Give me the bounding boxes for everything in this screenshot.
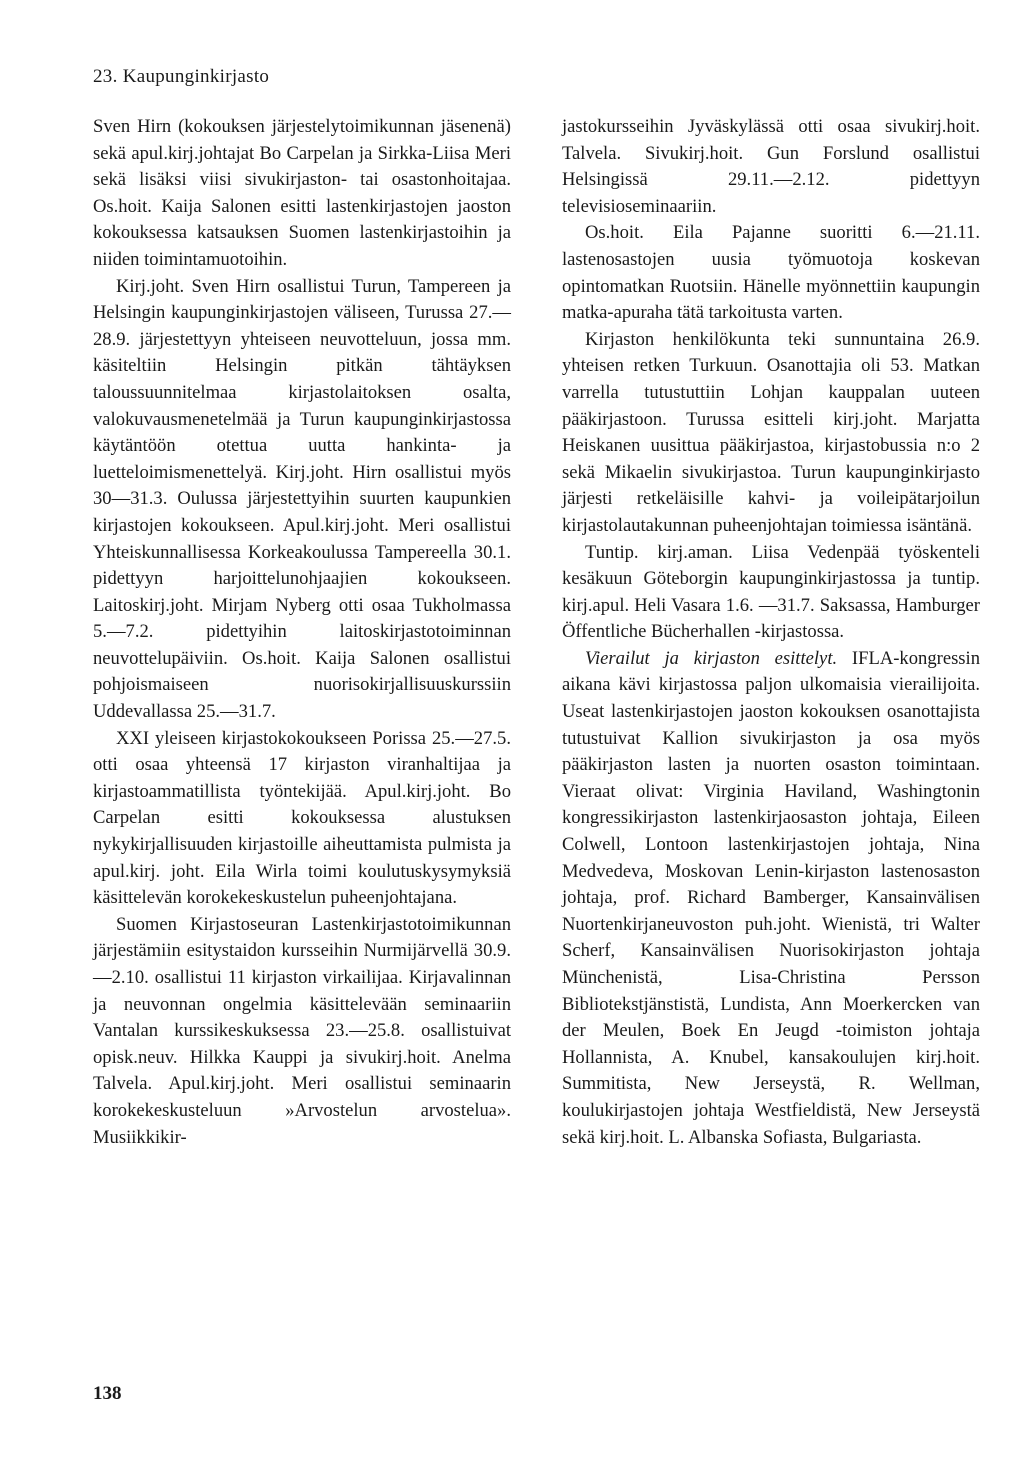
right-paragraph-1: jastokursseihin Jyväskylässä otti osaa sivukirj.hoit. Talvela. Sivukirj.hoit. Gun Forslund osallistui Helsingissä 29.11.—2.12. pidettyyn televisioseminaariin.: [562, 116, 980, 217]
left-paragraph-3: XXI yleiseen kirjastokokoukseen Porissa 25.—27.5. otti osaa yhteensä 17 kirjaston viranhaltijaa ja kirjastoammatillista työntekijää. Apul.kirj.joht. Bo Carpelan esitti kokouksessa alustuksen nykykirjallisuuden kirjastoille aiheuttamista pulmista ja apul.kirj. joht. Eila Wirla toimi koulutuskysymyksiä käsittelevän korokekeskustelun puheenjohtajana.: [93, 727, 511, 909]
section-lead-visits: Vierailut ja kirjaston esittelyt.: [585, 647, 838, 669]
page-number: 138: [93, 1383, 122, 1404]
left-paragraph-2: Kirj.joht. Sven Hirn osallistui Turun, Tampereen ja Helsingin kaupunginkirjastojen väliseen, Turussa 27.—28.9. järjestettyyn yhteiseen neuvotteluun, jossa mm. käsiteltiin Helsingin pitkän tähtäyksen taloussuunnitelmaa kirjastolaitoksen osalta, valokuvausmenetelmää ja Turun kaupunginkirjastossa käytäntöön otettua uutta hankinta- ja luetteloimismenettelyä. Kirj.joht. Hirn osallistui myös 30—31.3. Oulussa järjestettyihin suurten kaupunkien kirjastojen kokoukseen. Apul.kirj.joht. Meri osallistui Yhteiskunnallisessa Korkeakoulussa Tampereella 30.1. pidettyyn harjoittelunohjaajien kokoukseen. Laitoskirj.joht. Mirjam Nyberg otti osaa Tukholmassa 5.—7.2. pidettyihin laitoskirjastotoiminnan neuvottelupäiviin. Os.hoit. Kaija Salonen osallistui pohjoismaiseen nuorisokirjallisuuskurssiin Uddevallassa 25.—31.7.: [93, 275, 511, 723]
left-paragraph-1: Sven Hirn (kokouksen järjestelytoimikunnan jäsenenä) sekä apul.kirj.johtajat Bo Carpelan ja Sirkka-Liisa Meri sekä lisäksi viisi sivukirjaston- tai osastonhoitajaa. Os.hoit. Kaija Salonen esitti lastenkirjastojen jaoston kokouksessa katsauksen Suomen lastenkirjastoihin ja niiden toimintamuotoihin.: [93, 116, 511, 270]
right-paragraph-4: Tuntip. kirj.aman. Liisa Vedenpää työskenteli kesäkuun Göteborgin kaupunginkirjastossa ja tuntip. kirj.apul. Heli Vasara 1.6. —31.7. Saksassa, Hamburger Öffentliche Bücherhallen -kirjastossa.: [562, 541, 980, 643]
right-column: [562, 114, 980, 1151]
right-paragraph-2: Os.hoit. Eila Pajanne suoritti 6.—21.11. lastenosastojen uusia työmuotoja koskevan opintomatkan Ruotsiin. Hänelle myönnettiin kaupungin matka-apuraha tätä tarkoitusta varten.: [562, 222, 980, 324]
visits-body: IFLA-kongressin aikana kävi kirjastossa paljon ulkomaisia vierailijoita. Useat lastenkirjastojen jaoston kokouksen osanottajista tutustuivat Kallion sivukirjaston ja osa myös pääkirjaston lasten ja nuorten osaston toimintaan. Vieraat olivat: Virginia Haviland, Washingtonin kongressikirjaston lastenkirjaosaston johtaja, Eileen Colwell, Lontoon lastenkirjastojen johtaja, Nina Medvedeva, Moskovan Lenin-kirjaston lastenosaston johtaja, prof. Richard Bamberger, Kansainvälisen Nuortenkirjaneuvoston puh.joht. Wienistä, tri Walter Scherf, Kansainvälisen Nuorisokirjaston johtaja Münchenistä, Lisa-Christina Persson Bibliotekstjänstistä, Lundista, Ann Moerkercken van der Meulen, Boek En Jeugd -toimiston johtaja Hollannista, A. Knubel, kansakoulujen kirj.hoit. Summitista, New Jerseystä, R. Wellman, koulukirjastojen johtaja Westfieldistä, New Jerseystä sekä kirj.hoit. L. Albanska Sofiasta, Bulgariasta.: [562, 647, 981, 1148]
right-paragraph-visits: [562, 646, 980, 1151]
left-column: [93, 114, 511, 1151]
right-paragraph-3: Kirjaston henkilökunta teki sunnuntaina 26.9. yhteisen retken Turkuun. Osanottajia oli 53. Matkan varrella tutustuttiin Lohjan kauppalan uuteen pääkirjastoon. Turussa esitteli kirj.joht. Marjatta Heiskanen uusittua pääkirjastoa, kirjastobussia n:o 2 sekä Mikaelin sivukirjastoa. Turun kaupunginkirjasto järjesti retkeläisille kahvi- ja voileipätarjoilun kirjastolautakunnan puheenjohtajan toimiessa isäntänä.: [562, 328, 980, 536]
left-paragraph-4: Suomen Kirjastoseuran Lastenkirjastotoimikunnan järjestämiin esitystaidon kursseihin Nurmijärvellä 30.9.—2.10. osallistui 11 kirjaston virkailijaa. Kirjavalinnan ja neuvonnan ongelmia käsittelevään seminaariin Vantalan kurssikeskuksessa 23.—25.8. osallistuivat opisk.neuv. Hilkka Kauppi ja sivukirj.hoit. Anelma Talvela. Apul.kirj.joht. Meri osallistui seminaarin korokekeskusteluun »Arvostelun arvostelua». Musiikkikir-: [93, 913, 511, 1148]
running-head: 23. Kaupunginkirjasto: [93, 66, 270, 87]
